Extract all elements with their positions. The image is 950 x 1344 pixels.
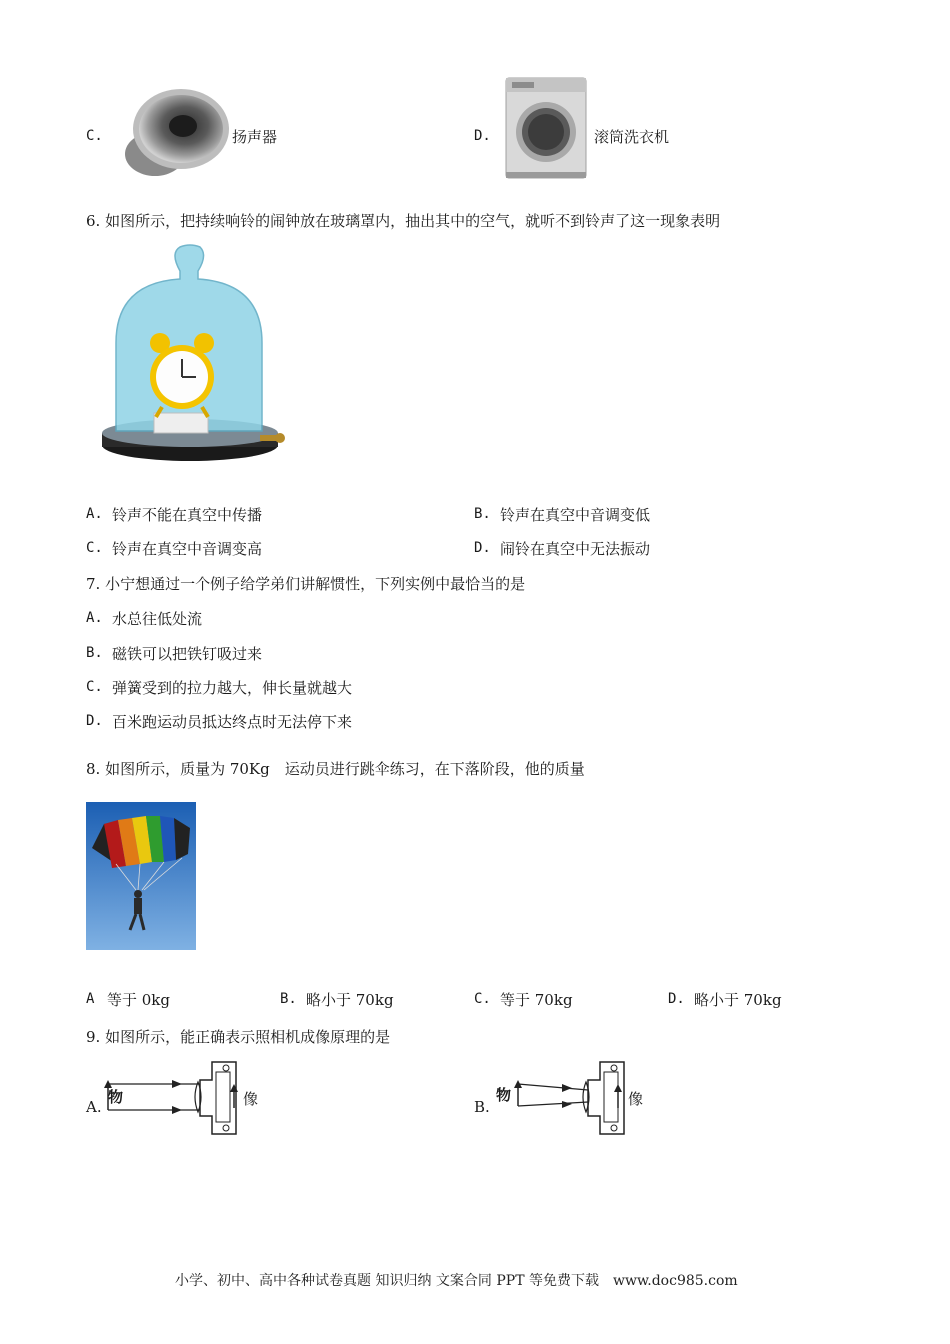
q8-option-a-label: A — [86, 991, 95, 1007]
page-footer: 小学、初中、高中各种试卷真题 知识归纳 文案合同 PPT 等免费下载 www.doc985.com — [175, 1273, 738, 1289]
q8-option-a-text: 等于 0kg — [107, 991, 171, 1009]
q9-a-image-label: 像 — [243, 1090, 259, 1108]
q9-b-object-label: 物 — [496, 1086, 512, 1104]
q6-option-c-text: 铃声在真空中音调变高 — [112, 540, 263, 558]
q8-option-d-text: 略小于 70kg — [694, 991, 782, 1009]
q5-option-c-label: C. — [86, 128, 103, 144]
q9-stem: 9. 如图所示，能正确表示照相机成像原理的是 — [86, 1028, 391, 1046]
q8-option-d-label: D. — [668, 991, 685, 1007]
q6-stem: 6. 如图所示，把持续响铃的闹钟放在玻璃罩内，抽出其中的空气，就听不到铃声了这一现象表明 — [86, 212, 721, 230]
q8-stem: 8. 如图所示，质量为 70Kg 运动员进行跳伞练习，在下落阶段，他的质量 — [86, 760, 585, 778]
q6-option-c-label: C. — [86, 540, 103, 556]
q5-option-d-label: D. — [474, 128, 491, 144]
q6-option-a-label: A. — [86, 506, 103, 522]
q7-option-c-text: 弹簧受到的拉力越大，伸长量就越大 — [112, 679, 353, 697]
q6-option-a-text: 铃声不能在真空中传播 — [112, 506, 263, 524]
q7-option-c-label: C. — [86, 679, 103, 695]
q7-option-a-text: 水总往低处流 — [112, 610, 203, 628]
speaker-image — [115, 84, 230, 184]
q7-option-b-label: B. — [86, 645, 103, 661]
q9-b-image-label: 像 — [628, 1090, 644, 1108]
q7-stem: 7. 小宁想通过一个例子给学弟们讲解惯性，下列实例中最恰当的是 — [86, 575, 526, 593]
q7-option-b-text: 磁铁可以把铁钉吸过来 — [112, 645, 263, 663]
q8-option-b-text: 略小于 70kg — [306, 991, 394, 1009]
q8-option-c-text: 等于 70kg — [500, 991, 573, 1009]
q6-option-d-text: 闹铃在真空中无法振动 — [500, 540, 651, 558]
q5-option-d-text: 滚筒洗衣机 — [594, 128, 670, 146]
q7-option-a-label: A. — [86, 610, 103, 626]
q6-option-b-text: 铃声在真空中音调变低 — [500, 506, 651, 524]
q9-option-b-label: B. — [474, 1098, 490, 1116]
q6-option-b-label: B. — [474, 506, 491, 522]
parachutist-image — [86, 802, 196, 950]
q8-option-c-label: C. — [474, 991, 491, 1007]
q9-a-object-label: 物 — [108, 1088, 124, 1106]
q6-option-d-label: D. — [474, 540, 491, 556]
q8-option-b-label: B. — [280, 991, 297, 1007]
q7-option-d-label: D. — [86, 713, 103, 729]
q7-option-d-text: 百米跑运动员抵达终点时无法停下来 — [112, 713, 353, 731]
bell-jar-alarm-clock-image — [100, 243, 290, 478]
q9-option-a-label: A. — [86, 1098, 102, 1116]
washing-machine-image — [500, 76, 590, 182]
q5-option-c-text: 扬声器 — [232, 128, 278, 146]
